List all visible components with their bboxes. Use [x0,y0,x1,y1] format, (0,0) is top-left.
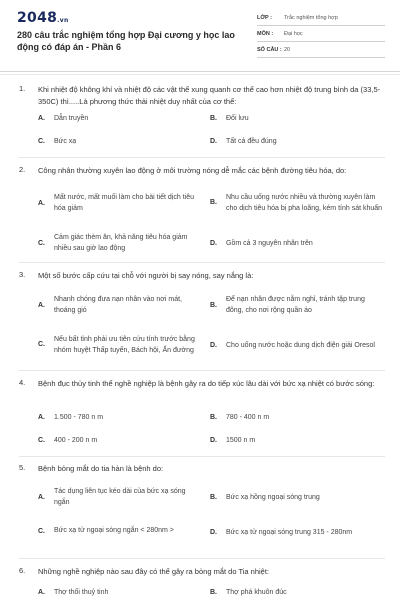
option-b[interactable]: B. Thợ phá khuôn đúc [210,589,287,596]
question-text: Bệnh đục thủy tinh thể nghề nghiệp là bệnh gây ra do tiếp xúc lâu dài với bức xạ nhiệt có bước sóng: [38,379,375,388]
option-c[interactable]: C. 400 - 200 n m [38,437,98,444]
question-text: Khi nhiệt độ không khí và nhiệt độ các vật thể xung quanh cơ thể cao hơn nhiệt độ trung bình da (33,5- 350C) thì.....Là phương thức thải nhiệt duy nhất của cơ thể: [38,85,381,106]
question-number: 3. [19,270,26,279]
option-a[interactable]: A. Tác dụng liên tục kéo dài của bức xạ sóng ngắn [38,488,186,506]
question-number: 5. [19,463,26,472]
header-divider [0,71,400,72]
meta-key: MÔN : [257,30,274,37]
option-b[interactable]: B. Để nạn nhân được nằm nghỉ, tránh tập trung đông, cho nơi rộng quần áo [210,296,365,314]
option-d[interactable]: D. 1500 n m [210,437,256,444]
option-a[interactable]: A. Mất nước, mất muối làm cho bài tiết dịch tiêu hóa giảm [38,194,194,212]
document-title: 280 câu trắc nghiệm tổng hợp Đại cương y học lao động có đáp án - Phần 6 [17,30,235,52]
meta-row-subject [257,26,385,42]
option-d[interactable]: D. Bức xạ tử ngoại sóng trung 315 - 280nm [210,529,353,536]
meta-key: LỚP : [257,14,272,21]
option-c[interactable]: C. Bức xạ [38,138,77,145]
question-text: Một số bước cấp cứu tại chỗ với người bị say nóng, say nắng là: [38,271,254,280]
option-d[interactable]: D. Tất cả đều đúng [210,138,277,145]
question-number: 6. [19,566,26,575]
option-b[interactable]: B. 780 - 400 n m [210,414,270,421]
option-c[interactable]: C. Nếu bất tỉnh phải ưu tiên cứu tính trước bằng nhóm huyệt Thấp tuyến, Bách hội, Ấn đường [38,335,195,354]
question-separator [19,262,385,263]
meta-value: Đại học [284,30,303,37]
question-separator [19,558,385,559]
meta-value: Trắc nghiệm tổng hợp [284,14,338,21]
option-a[interactable]: A. Thợ thổi thuỷ tinh [38,589,109,596]
meta-key: SỐ CÂU : [257,46,282,53]
document-header [0,0,400,72]
question-number: 1. [19,84,26,93]
option-b[interactable]: B. Bức xạ hồng ngoại sóng trung [210,494,320,501]
meta-value: 20 [284,46,291,53]
meta-row-class [257,10,385,26]
option-b[interactable]: B. Nhu cầu uống nước nhiều và thường xuyên làm cho dịch tiêu hóa bị pha loãng, kém tính sát khuẩn [210,193,383,212]
question-separator [19,370,385,371]
option-a[interactable]: A. Dẫn truyền [38,115,89,122]
question-separator [19,157,385,158]
option-a[interactable]: A. 1.500 - 780 n m [38,414,104,421]
meta-row-count [257,42,385,58]
question-text: Công nhân thường xuyên lao động ở môi trường nóng dễ mắc các bệnh đường tiêu hóa, do: [38,166,347,175]
site-logo[interactable]: 2048.vn [17,10,69,26]
option-d[interactable]: D. Cho uống nước hoặc dung dịch điện giải Oresol [210,341,375,349]
option-a[interactable]: A. Nhanh chóng đưa nạn nhân vào nơi mát, thoáng gió [38,296,182,314]
question-number: 4. [19,378,26,387]
document-meta [257,10,385,58]
question-text: Bệnh bỏng mắt do tia hàn là bệnh do: [38,464,164,473]
option-d[interactable]: D. Gồm cả 3 nguyên nhân trên [210,240,313,247]
option-c[interactable]: C. Cảm giác thèm ăn, khả năng tiêu hóa giảm nhiều sau giờ lao động [38,234,188,252]
question-number: 2. [19,165,26,174]
header-divider-secondary [0,74,400,75]
question-text: Những nghề nghiệp nào sau đây có thể gây ra bỏng mắt do Tia nhiệt: [38,567,270,576]
option-c[interactable]: C. Bức xạ tử ngoại sóng ngắn < 280nm > [38,527,174,535]
option-b[interactable]: B. Đối lưu [210,115,249,122]
question-separator [19,456,385,457]
